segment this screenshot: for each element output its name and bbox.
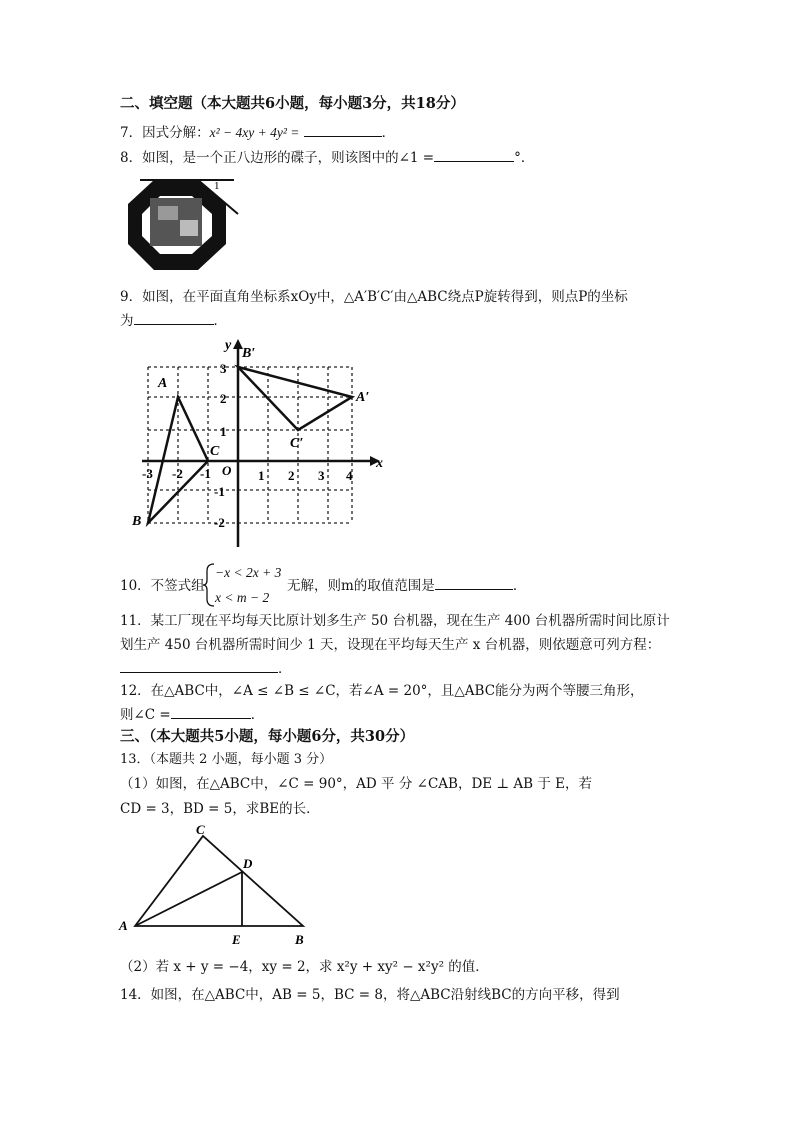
q7-text: 因式分解： xyxy=(142,125,210,141)
q12-text: 则∠C = xyxy=(120,707,171,723)
coordinate-figure xyxy=(130,335,390,550)
y-tick: 3 xyxy=(220,361,227,376)
question-13-part1-line1: （1）如图，在△ABC中，∠C = 90°，AD 平 分 ∠CAB，DE ⊥ AB 于 E，若 xyxy=(120,776,593,792)
y-axis-label: y xyxy=(225,338,232,353)
question-11-line3 xyxy=(120,660,292,678)
q8-number: 8． xyxy=(120,150,143,166)
label-a: A xyxy=(158,376,168,391)
label-b: B xyxy=(132,514,142,529)
label-c: C xyxy=(196,822,205,837)
question-10-rest xyxy=(287,577,526,595)
question-11-line2: 划生产 450 台机器所需时间少 1 天，设现在平均每天生产 x 台机器，则依题意可列方程： xyxy=(120,637,661,653)
question-7 xyxy=(120,124,395,142)
x-tick: 3 xyxy=(318,468,325,483)
q9-end: ． xyxy=(213,313,227,329)
q7-end: ． xyxy=(381,125,396,141)
grid xyxy=(148,367,352,523)
x-tick: 2 xyxy=(288,468,295,483)
question-10 xyxy=(120,577,205,595)
answer-blank xyxy=(304,136,382,137)
y-tick: 2 xyxy=(220,391,227,406)
q7-expression: x² − 4xy + 4y² = xyxy=(209,125,300,140)
label-a: A xyxy=(119,918,128,933)
label-c-prime: C′ xyxy=(290,436,304,451)
question-9 xyxy=(120,288,628,306)
origin-label: O xyxy=(222,463,232,478)
section-title: 二、填空题（本大题共6小题，每小题3分，共18分） xyxy=(120,95,465,112)
label-b-prime: B′ xyxy=(242,346,256,361)
x-tick: -2 xyxy=(172,466,183,481)
question-12-line1: 12．在△ABC中，∠A ≤ ∠B ≤ ∠C，若∠A = 20°，且△ABC能分为两个等腰三角形， xyxy=(120,683,644,699)
label-e: E xyxy=(232,932,241,947)
q11-end: ． xyxy=(278,661,292,677)
question-9-line2 xyxy=(120,312,227,330)
q10-end: ． xyxy=(512,578,527,594)
dish-picture-detail xyxy=(158,206,178,220)
section-title: 三、（本大题共5小题，每小题6分，共30分） xyxy=(120,728,415,745)
triangle-a2b2c2 xyxy=(238,367,352,430)
y-tick: -1 xyxy=(214,484,225,499)
q8-text: 如图，是一个正八边形的碟子，则该图中的∠1 = xyxy=(142,150,435,166)
vertex-labels xyxy=(131,346,369,529)
question-13-part2: （2）若 x + y = −4，xy = 2，求 x²y + xy² − x²y² 的值． xyxy=(120,959,489,975)
triangle-figure xyxy=(115,822,315,950)
q9-text: 如图，在平面直角坐标系xOy中，△A′B′C′由△ABC绕点P旋转得到，则点P的坐标 xyxy=(142,289,628,305)
angle-1-label: 1 xyxy=(214,180,220,192)
dish-picture-detail xyxy=(180,220,198,236)
question-8 xyxy=(120,149,534,167)
x-tick: 4 xyxy=(346,468,353,483)
question-14-line1: 14．如图，在△ABC中，AB = 5，BC = 8，将△ABC沿射线BC的方向平移，得到 xyxy=(120,987,620,1003)
x-axis-label: x xyxy=(376,456,383,471)
question-13-part1-line2: CD = 3，BD = 5，求BE的长． xyxy=(120,801,320,817)
segment-ad xyxy=(135,872,242,926)
q10-text: 无解，则m的取值范围是 xyxy=(287,578,435,594)
label-c: C xyxy=(210,444,220,459)
vertex-labels xyxy=(118,822,304,947)
question-11-line1: 11．某工厂现在平均每天比原计划多生产 50 台机器，现在生产 400 台机器所需时间比原计 xyxy=(120,613,670,629)
x-tick: -3 xyxy=(142,466,153,481)
q8-end: °． xyxy=(514,150,535,166)
inequality-2: x < m − 2 xyxy=(215,590,270,605)
y-tick: -2 xyxy=(214,515,225,530)
answer-blank xyxy=(435,589,513,590)
label-a-prime: A′ xyxy=(356,390,370,405)
y-tick: 1 xyxy=(220,424,227,439)
brace-icon xyxy=(202,562,216,608)
label-d: D xyxy=(243,856,253,871)
answer-blank xyxy=(434,161,514,162)
x-tick: -1 xyxy=(200,466,211,481)
q12-end: ． xyxy=(250,707,265,723)
question-12-line2 xyxy=(120,706,264,724)
question-13-header: 13．（本题共 2 小题，每小题 3 分） xyxy=(120,752,333,767)
x-tick: 1 xyxy=(258,468,265,483)
q7-number: 7． xyxy=(120,125,143,141)
answer-blank xyxy=(134,324,214,325)
q9-number: 9． xyxy=(120,289,143,305)
answer-blank xyxy=(171,718,251,719)
q10-prefix: 10．不签式组 xyxy=(120,578,205,594)
octagon-dish-figure xyxy=(122,174,242,276)
answer-blank xyxy=(120,672,278,673)
x-tick-labels xyxy=(142,466,353,483)
label-b: B xyxy=(295,932,304,947)
q9-text2: 为 xyxy=(120,313,134,329)
inequality-1: −x < 2x + 3 xyxy=(215,565,282,580)
